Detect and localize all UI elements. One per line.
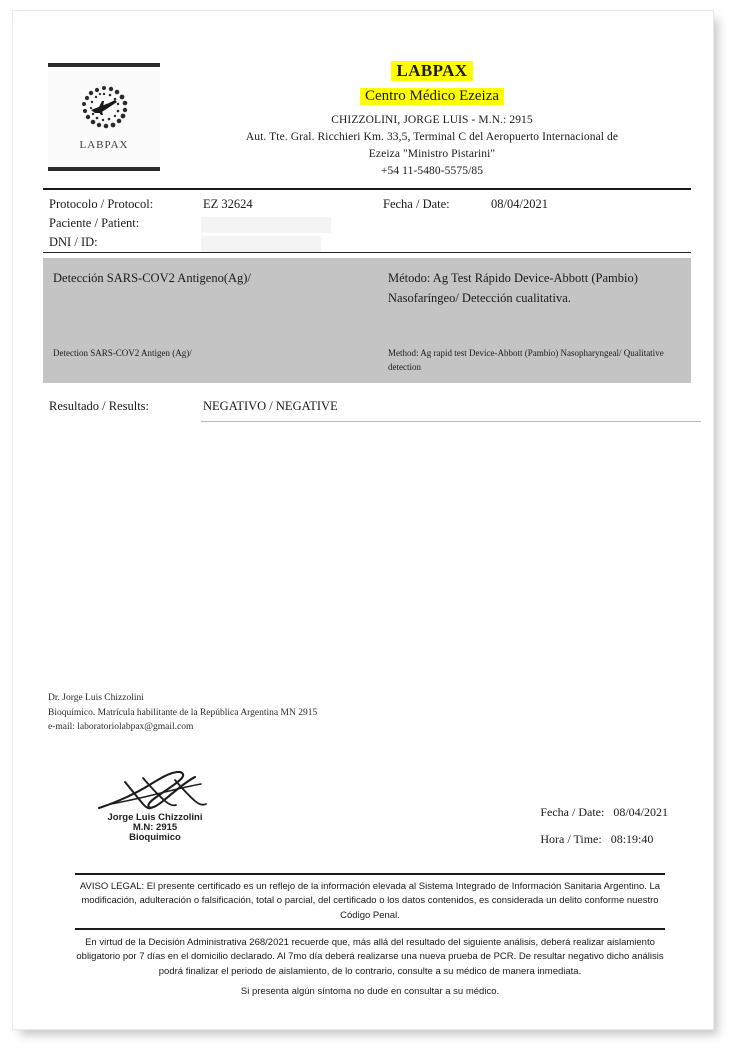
document-header (43, 63, 691, 188)
result-section (43, 399, 691, 429)
signatory-credentials: Bioquímico. Matrícula habilitante de la República Argentina MN 2915 (48, 707, 318, 718)
brand-title (173, 61, 691, 81)
issued-time-label: Hora / Time: (540, 832, 602, 846)
date-label: Fecha / Date: (383, 197, 450, 211)
issued-time-value: 08:19:40 (610, 832, 654, 846)
issued-date-value: 08/04/2021 (613, 805, 668, 819)
signatory-email: e-mail: laboratoriolabpax@gmail.com (48, 722, 194, 732)
stamp-title: Bioquimico (129, 832, 181, 843)
stamp-license: M.N: 2915 (132, 822, 178, 833)
test-name-es: Detección SARS-COV2 Antigeno(Ag)/ (53, 271, 251, 285)
certificate-page (12, 10, 714, 1030)
test-name-en: Detection SARS-COV2 Antigen (Ag)/ (53, 348, 192, 358)
id-label: DNI / ID: (49, 235, 98, 249)
protocol-label: Protocolo / Protocol: (49, 197, 154, 211)
issued-date-row (540, 799, 668, 826)
issued-time-row (540, 826, 668, 853)
clinic-identity (173, 61, 691, 180)
protocol-row (43, 197, 691, 216)
date-value: 08/04/2021 (491, 197, 548, 211)
id-value-redacted (201, 236, 321, 252)
id-row (43, 235, 691, 254)
patient-label: Paciente / Patient: (49, 216, 140, 230)
signatory-name: Dr. Jorge Luis Chizzolini (48, 693, 144, 703)
certificate-body (43, 63, 691, 429)
issued-date-label: Fecha / Date: (540, 805, 605, 819)
result-value: NEGATIVO / NEGATIVE (203, 399, 338, 413)
brand-title-text: LABPAX (391, 61, 472, 81)
director-line: CHIZZOLINI, JORGE LUIS - M.N.: 2915 (331, 114, 533, 126)
phone-line: +54 11-5480-5575/85 (380, 165, 484, 177)
logo-wordmark: LABPAX (79, 139, 129, 151)
legal-notice: AVISO LEGAL: El presente certificado es un reflejo de la información elevada al Sistema Integrado de Información Sanitaria Argentino. La modificación, adulteración o falsificación, total o parcial, del certificado o los datos contenidos, es considerada un delito conforme nuestro Código Penal. (79, 880, 661, 921)
protocol-section (43, 190, 691, 252)
logo-frame (48, 67, 160, 167)
airplane-in-dot-circle-icon (75, 83, 133, 135)
isolation-advisory: En virtud de la Decisión Administrativa 268/2021 recuerde que, más allá del resultado del siguiente análisis, deberá realizar aislamiento obligatorio por 7 días en el domicilio declarado. Al 7mo día deberá realizarse una nueva prueba de PCR. De resultar negativo dicho análisis podrá finalizar el periodo de aislamiento, de lo contrario, consulte a su médico de manera inmediata. (76, 936, 664, 977)
method-es: Método: Ag Test Rápido Device-Abbott (Pambio) Nasofaríngeo/ Detección cualitativa. (388, 271, 638, 305)
signatory-details (48, 691, 448, 735)
issued-datetime (540, 799, 668, 853)
clinic-name-text: Centro Médico Ezeiza (360, 88, 504, 105)
symptom-advisory: Si presenta algún síntoma no dude en consultar a su médico. (240, 986, 500, 997)
test-method-column (388, 268, 678, 372)
patient-value-redacted (201, 217, 331, 233)
document-footer (75, 873, 665, 1000)
handwritten-signature-icon (91, 768, 219, 814)
result-underline (201, 421, 701, 422)
signature-stamp (91, 768, 219, 844)
logo-container (48, 63, 160, 171)
patient-row (43, 216, 691, 235)
test-detail-panel (43, 258, 691, 383)
stamp-name: Jorge Luis Chizzolini (107, 812, 203, 823)
address-line-2: Ezeiza "Ministro Pistarini" (368, 148, 496, 160)
protocol-value: EZ 32624 (203, 197, 253, 211)
test-name-column (53, 268, 383, 358)
address-line-1: Aut. Tte. Gral. Ricchieri Km. 33,5, Terminal C del Aeropuerto Internacional de (245, 131, 619, 143)
result-label: Resultado / Results: (49, 399, 149, 413)
clinic-name (173, 88, 691, 105)
logo-bottom-rule (48, 167, 160, 171)
method-en: Method: Ag rapid test Device-Abbott (Pambio) Nasopharyngeal/ Qualitative detection (388, 348, 664, 372)
